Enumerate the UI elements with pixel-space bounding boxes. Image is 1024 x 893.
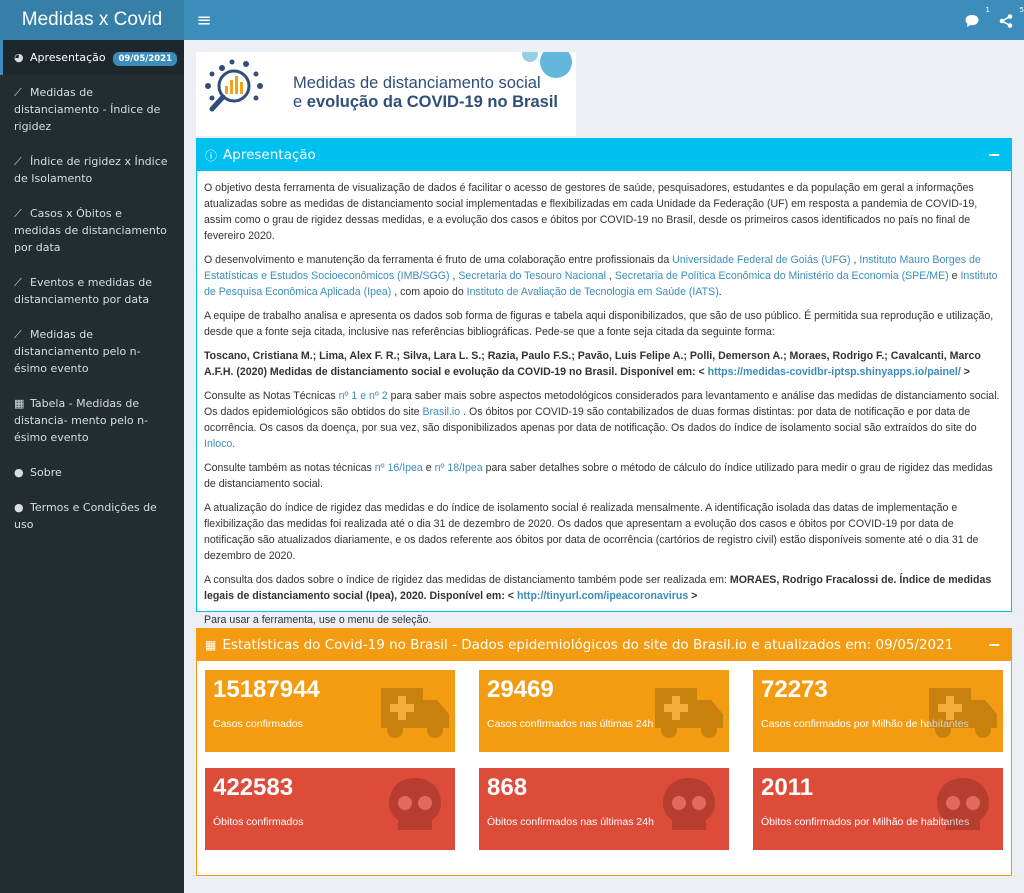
sidebar-item-tabela[interactable] (0, 386, 184, 455)
tile-label: Casos confirmados por Milhão de habitantes (761, 718, 969, 730)
paragraph-citation: Toscano, Cristiana M.; Lima, Alex F. R.; Silva, Lara L. S.; Razia, Paulo F.S.; Pavão, Luis Felipe A.; Polli, Demerson A.; Moraes, Rodrigo F.; Cavalcanti, Marco A.F.H. (2020) Medidas de distanciamento social e evolução da COVID-19 no Brasil. Disponível em: < https://medidas-covidbr-iptsp.shinyapps.io/painel/ > (204, 350, 981, 378)
stats-box (196, 628, 1012, 876)
sidebar-item-label: Casos x Óbitos e medidas de distanciamento por data (14, 207, 167, 254)
sidebar-item-rigidez-isolamento[interactable] (0, 144, 184, 196)
app-title[interactable]: Medidas x Covid (0, 0, 184, 40)
tile-casos-24h (479, 670, 729, 752)
sidebar-item-label: Medidas de distanciamento - Índice de rigidez (14, 86, 161, 133)
sidebar-item-label: Índice de rigidez x Índice de Isolamento (14, 155, 168, 185)
main-content (184, 40, 1024, 893)
stats-title: Estatísticas do Covid-19 no Brasil - Dados epidemiológicos do site do Brasil.io e atualizados em: 09/05/2021 (222, 637, 954, 653)
paragraph-consulta: A consulta dos dados sobre o índice de rigidez das medidas de distanciamento também pode ser realizada em: MORAES, Rodrigo Fracalossi de. Índice de medidas legais de distanciamento social (Ipea), 2020. Disponível em: < http://tinyurl.com/ipeacoronavirus > (204, 574, 992, 602)
presentation-box (196, 138, 1012, 626)
ambulance-icon (927, 678, 999, 740)
line-chart-icon: ⟋ (14, 276, 22, 289)
tile-value: 422583 (213, 774, 294, 801)
table-icon: ▦ (14, 397, 25, 410)
presentation-body (197, 171, 1011, 628)
collapse-button[interactable]: − (987, 635, 1001, 654)
link-spe[interactable]: Secretaria de Política Econômica do Ministério da Economia (SPE/ME) (614, 270, 949, 282)
banner-title: Medidas de distanciamento social e evolução da COVID-19 no Brasil (293, 74, 559, 111)
banner (196, 52, 576, 136)
sidebar-item-nesimo-evento[interactable] (0, 317, 184, 386)
sidebar-item-label: Termos e Condições de uso (14, 501, 157, 531)
tile-value: 29469 (487, 676, 554, 703)
link-notas-tecnicas[interactable]: nº 1 e nº 2 (338, 390, 388, 402)
tile-label: Óbitos confirmados por Milhão de habitantes (761, 816, 970, 828)
link-nota-18[interactable]: nº 18/Ipea (434, 462, 483, 474)
tile-label: Casos confirmados nas últimas 24h (487, 718, 654, 730)
tile-label: Óbitos confirmados nas últimas 24h (487, 816, 654, 828)
tile-label: Óbitos confirmados (213, 816, 304, 828)
link-ipea[interactable]: Instituto de Pesquisa Econômica Aplicada (Ipea) (204, 270, 998, 298)
paragraph-objective: O objetivo desta ferramenta de visualização de dados é facilitar o acesso de gestores de saúde, pesquisadores, estudantes e da população em geral a informações atualizadas sobre as medidas de distanciamento social implementadas e flexibilizadas em cada Unidade da Federação (UF) em resposta a pandemia de COVID-19, assim como o grau de rigidez dessas medidas, e a evolução dos casos e óbitos por COVID-19 no Brasil, desde os primeiros casos identificados no país no final de fevereiro 2020. (204, 182, 978, 242)
tile-value: 72273 (761, 676, 828, 703)
share-count: 5 (1019, 6, 1024, 14)
ambulance-icon (379, 678, 451, 740)
sidebar-item-sobre[interactable] (0, 455, 184, 490)
sidebar-item-eventos[interactable] (0, 265, 184, 317)
skull-icon (653, 776, 725, 838)
paragraph-notes: Consulte as Notas Técnicas nº 1 e nº 2 para saber mais sobre aspectos metodológicos considerados para levantamento e análise das medidas de distanciamento social. Os dados epidemiológicos são obtidos do site Brasil.io . Os óbitos por COVID-19 são contabilizados de duas formas distintas: por data de notificação e por data de ocorrência. Os casos da doença, por sua vez, são disponibilizados apenas por data de notificação. Os dados do índice de isolamento social são extraídos do site do Inloco. (204, 390, 1000, 450)
sidebar-item-label: Eventos e medidas de distanciamento por data (14, 276, 152, 306)
info-icon: ● (14, 466, 24, 479)
sidebar-item-apresentacao[interactable] (0, 40, 184, 75)
tile-casos-milhao (753, 670, 1003, 752)
skull-icon (927, 776, 999, 838)
link-inloco[interactable]: Inloco (204, 438, 233, 450)
presentation-title: Apresentação (223, 147, 316, 163)
line-chart-icon: ⟋ (14, 328, 22, 341)
sidebar-item-label: Apresentação (30, 51, 106, 64)
sidebar-item-casos-obitos[interactable] (0, 196, 184, 265)
top-navbar (184, 0, 1024, 40)
dashboard-icon: ◕ (14, 51, 24, 64)
line-chart-icon: ⟋ (14, 207, 22, 220)
sidebar-item-label: Tabela - Medidas de distancia- mento pelo n-ésimo evento (14, 397, 149, 444)
ambulance-icon (653, 678, 725, 740)
table-icon: ▦ (205, 638, 217, 652)
line-chart-icon: ⟋ (14, 155, 22, 168)
share-icon[interactable] (998, 6, 1024, 32)
tile-value: 15187944 (213, 676, 320, 703)
tile-casos-confirmados (205, 670, 455, 752)
info-icon: ● (14, 501, 24, 514)
link-tesouro[interactable]: Secretaria do Tesouro Nacional (458, 270, 606, 282)
line-chart-icon: ⟋ (14, 86, 22, 99)
sidebar (0, 40, 184, 893)
link-nota-16[interactable]: nº 16/Ipea (374, 462, 423, 474)
link-ufg[interactable]: Universidade Federal de Goiás (UFG) (672, 254, 851, 266)
sidebar-item-termos[interactable] (0, 490, 184, 542)
skull-icon (379, 776, 451, 838)
sidebar-item-label: Medidas de distanciamento pelo n-ésimo evento (14, 328, 141, 375)
link-iats[interactable]: Instituto de Avaliação de Tecnologia em Saúde (IATS) (466, 286, 719, 298)
tile-obitos-24h (479, 768, 729, 850)
tile-value: 2011 (761, 774, 814, 801)
link-imb[interactable]: Instituto Mauro Borges de Estatísticas e Estudos Socioeconômicos (IMB/SGG) (204, 254, 981, 282)
paragraph-update: A atualização do índice de rigidez das medidas e do índice de isolamento social é realizada mensalmente. A identificação isolada das datas de implementação e flexibilização das medidas foi realizada até o dia 31 de dezembro de 2020. Os dados que apresentam a evolução dos casos e óbitos por COVID-19 por data de notificação são atualizados diariamente, e os dados referente aos óbitos por data de ocorrência (cartórios de registro civil) estão disponíveis somente até o dia 31 de dezembro de 2020. (204, 502, 979, 562)
paragraph-usage: A equipe de trabalho analisa e apresenta os dados sob forma de figuras e tabela aqui disponibilizados, que são de uso público. É permitida sua reprodução e utilização, desde que a fonte seja citada, inclusive nas referências bibliográficas. Pede-se que a fonte seja citada da seguinte forma: (204, 310, 994, 338)
tile-obitos-milhao (753, 768, 1003, 850)
paragraph-collaboration: O desenvolvimento e manutenção da ferramenta é fruto de uma colaboração entre profissionais da Universidade Federal de Goiás (UFG) , Instituto Mauro Borges de Estatísticas e Estudos Socioeconômicos (IMB/SGG) , Secretaria do Tesouro Nacional , Secretaria de Política Econômica do Ministério da Economia (SPE/ME) e Instituto de Pesquisa Econômica Aplicada (Ipea) , com apoio do Instituto de Avaliação de Tecnologia em Saúde (IATS). (204, 254, 998, 298)
tile-obitos-confirmados (205, 768, 455, 850)
paragraph-instruction: Para usar a ferramenta, use o menu de seleção. (204, 614, 432, 626)
stats-header (197, 629, 1011, 661)
comment-icon[interactable] (964, 6, 990, 32)
link-brasil-io[interactable]: Brasil.io (422, 406, 461, 418)
sidebar-toggle-icon[interactable]: ≡ (196, 9, 212, 31)
link-painel[interactable]: https://medidas-covidbr-iptsp.shinyapps.io/painel/ (707, 366, 961, 378)
collapse-button[interactable]: − (987, 145, 1001, 164)
sidebar-item-label: Sobre (30, 466, 62, 479)
paragraph-ipea-notes: Consulte também as notas técnicas nº 16/Ipea e nº 18/Ipea para saber detalhes sobre o método de cálculo do índice utilizado para medir o grau de rigidez das medidas de distanciamento social. (204, 462, 993, 490)
sidebar-item-indice-rigidez[interactable] (0, 75, 184, 144)
link-tinyurl[interactable]: http://tinyurl.com/ipeacoronavirus (516, 590, 689, 602)
date-badge: 09/05/2021 (113, 52, 177, 66)
magnifier-logo-icon (198, 52, 288, 136)
tile-label: Casos confirmados (213, 718, 303, 730)
messages-count: 1 (985, 6, 990, 14)
tile-value: 868 (487, 774, 528, 801)
presentation-header (197, 139, 1011, 171)
info-circle-icon: ⓘ (205, 148, 218, 163)
